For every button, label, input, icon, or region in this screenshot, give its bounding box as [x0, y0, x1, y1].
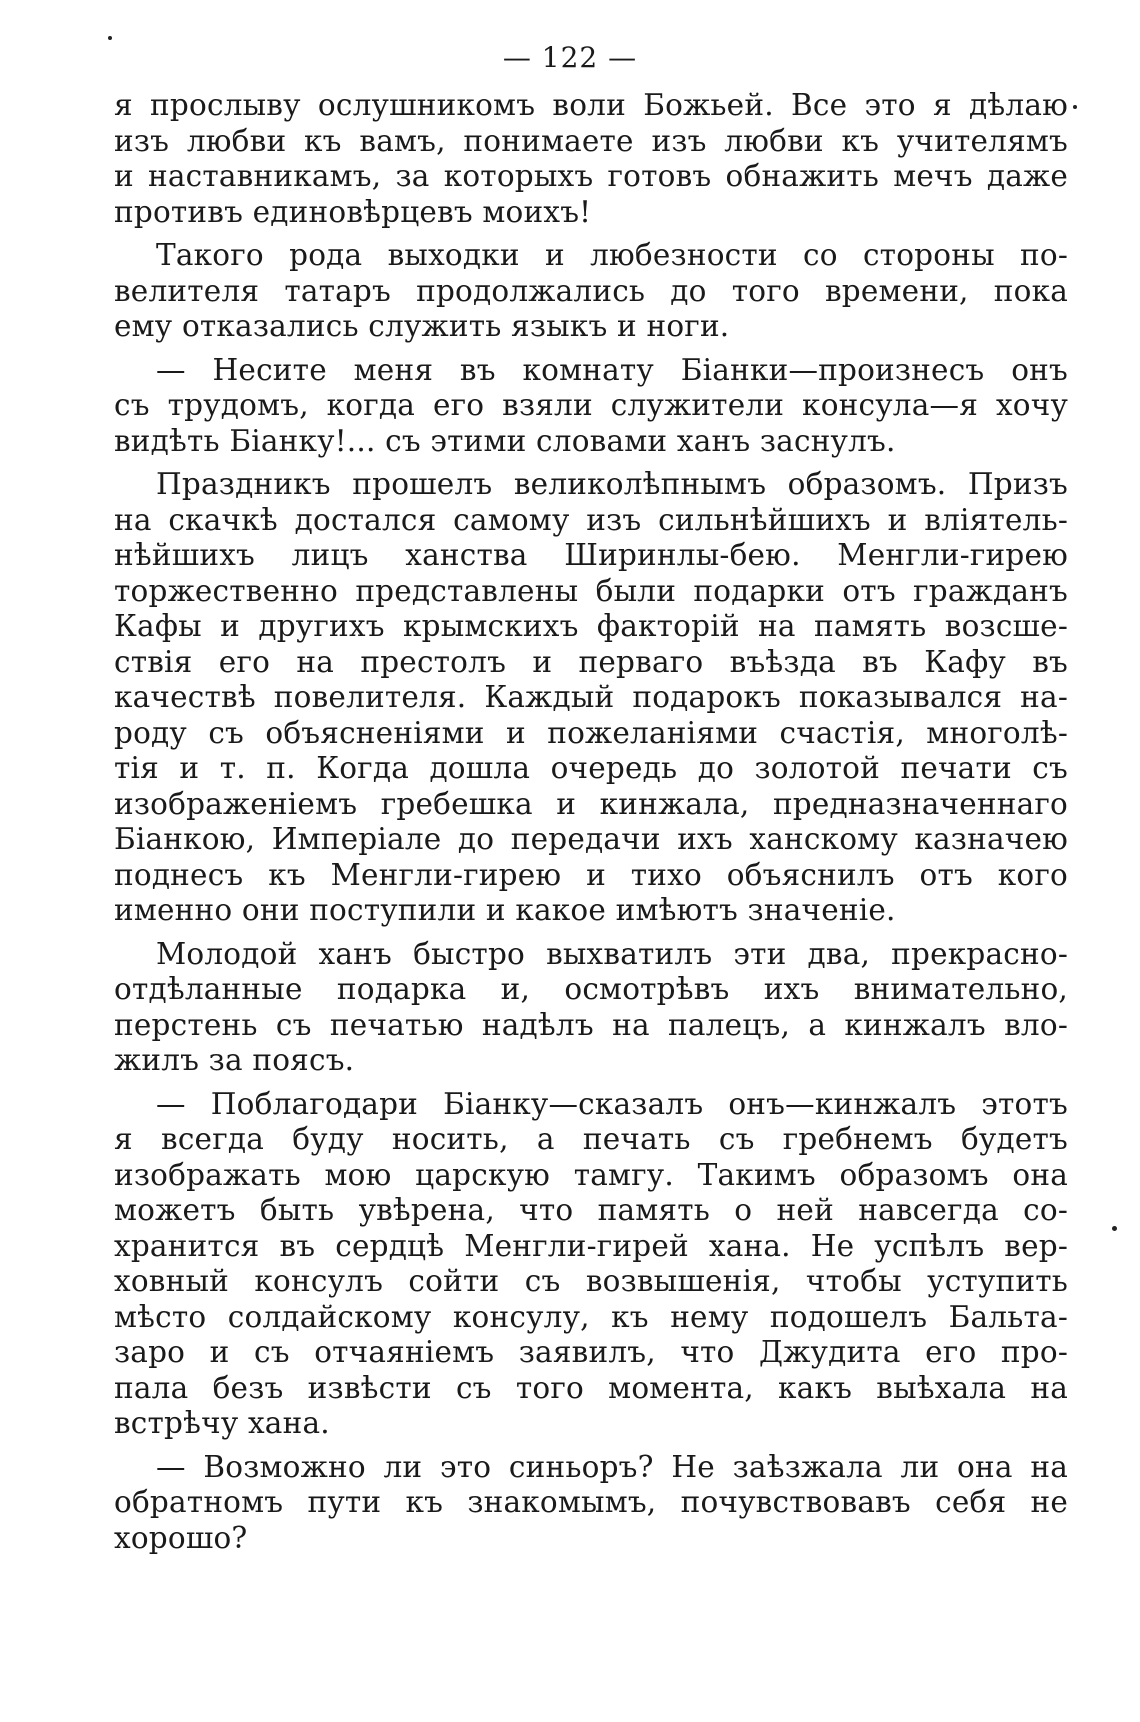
body-text [114, 88, 1068, 1556]
paragraph [114, 1087, 1068, 1442]
text-line: перстень съ печатью надѣлъ на палецъ, а кинжалъ вло- [114, 1007, 1068, 1042]
paragraph-gap [114, 345, 1068, 353]
text-line: встрѣчу хана. [114, 1406, 330, 1440]
text-line: нѣйшихъ лицъ ханства Ширинлы-бею. Менгли-гирею [114, 538, 1068, 572]
text-line: поднесъ къ Менгли-гирею и тихо объяснилъ отъ кого [114, 857, 1068, 892]
text-line: хорошо? [114, 1520, 248, 1555]
text-line: Кафы и другихъ крымскихъ факторій на память возсше- [114, 609, 1068, 643]
print-speck [1073, 105, 1077, 109]
paragraph-gap [114, 230, 1068, 238]
text-line: изображать мою царскую тамгу. Такимъ образомъ она [114, 1157, 1068, 1192]
page-number: — 122 — [502, 41, 638, 74]
text-line: съ трудомъ, когда его взяли служители консула—я хочу [114, 388, 1068, 422]
paragraph-gap [114, 1079, 1068, 1087]
text-line: ствія его на престолъ и перваго въѣзда въ Кафу въ [114, 644, 1068, 679]
print-speck [108, 36, 112, 40]
text-line: Молодой ханъ быстро выхватилъ эти два, прекрасно- [156, 936, 1068, 971]
text-line: мѣсто солдайскому консулу, къ нему подошелъ Бальта- [114, 1299, 1068, 1334]
text-line: — Возможно ли это синьоръ? Не заѣзжала ли она на [156, 1449, 1068, 1484]
text-line: изъ любви къ вамъ, понимаете изъ любви къ учителямъ [114, 123, 1068, 158]
text-line: — Несите меня въ комнату Біанки—произнесъ онъ [156, 352, 1068, 387]
text-line: заро и съ отчаяніемъ заявилъ, что Джудита его про- [114, 1335, 1068, 1369]
text-line: видѣть Біанку!... съ этими словами ханъ заснулъ. [114, 423, 896, 458]
paragraph-gap [114, 1442, 1068, 1450]
text-line: можетъ быть увѣрена, что память о ней навсегда со- [114, 1193, 1068, 1227]
text-line: я прослыву ослушникомъ воли Божьей. Все это я дѣлаю [114, 88, 1068, 122]
text-line: обратномъ пути къ знакомымъ, почувствовавъ себя не [114, 1485, 1068, 1519]
text-line: жилъ за поясъ. [114, 1043, 355, 1077]
text-line: и наставникамъ, за которыхъ готовъ обнажить мечъ даже [114, 159, 1068, 193]
text-line: велителя татаръ продолжались до того времени, пока [114, 273, 1068, 308]
text-line: на скачкѣ достался самому изъ сильнѣйшихъ и вліятель- [114, 502, 1068, 537]
text-line: Біанкою, Импеpiале до передачи ихъ ханскому казначею [114, 822, 1068, 856]
text-line: торжественно представлены были подарки отъ гражданъ [114, 573, 1068, 608]
text-line: отдѣланные подарка и, осмотрѣвъ ихъ внимательно, [114, 972, 1068, 1006]
text-line: роду съ объясненіями и пожеланіями счастія, многолѣ- [114, 715, 1068, 750]
text-line: противъ единовѣрцевъ моихъ! [114, 194, 592, 229]
text-line: качествѣ повелителя. Каждый подарокъ показывался на- [114, 680, 1068, 714]
text-line: пала безъ извѣсти съ того момента, какъ выѣхала на [114, 1370, 1068, 1405]
text-line: ховный консулъ сойти съ возвышенія, чтобы уступить [114, 1264, 1068, 1298]
text-line: Такого рода выходки и любезности со стороны по- [156, 238, 1068, 272]
text-line: хранится въ сердцѣ Менгли-гирей хана. Не успѣлъ вер- [114, 1228, 1068, 1263]
print-speck [1112, 1226, 1117, 1231]
paragraph [114, 937, 1068, 1079]
text-line: именно они поступили и какое имѣютъ значеніе. [114, 893, 896, 927]
paragraph-gap [114, 459, 1068, 467]
text-line: Праздникъ прошелъ великолѣпнымъ образомъ. Призъ [156, 467, 1068, 501]
text-line: я всегда буду носить, а печать съ гребнемъ будетъ [114, 1122, 1068, 1156]
text-line: — Поблагодари Біанку—сказалъ онъ—кинжалъ этотъ [156, 1086, 1068, 1121]
text-line: тія и т. п. Когда дошла очередь до золотой печати съ [114, 751, 1068, 785]
paragraph [114, 88, 1068, 230]
text-line: изображеніемъ гребешка и кинжала, предназначеннаго [114, 786, 1068, 821]
text-line: ему отказались служить языкъ и ноги. [114, 309, 730, 343]
paragraph [114, 238, 1068, 345]
paragraph-gap [114, 929, 1068, 937]
paragraph [114, 1450, 1068, 1557]
paragraph [114, 353, 1068, 460]
paragraph [114, 467, 1068, 929]
